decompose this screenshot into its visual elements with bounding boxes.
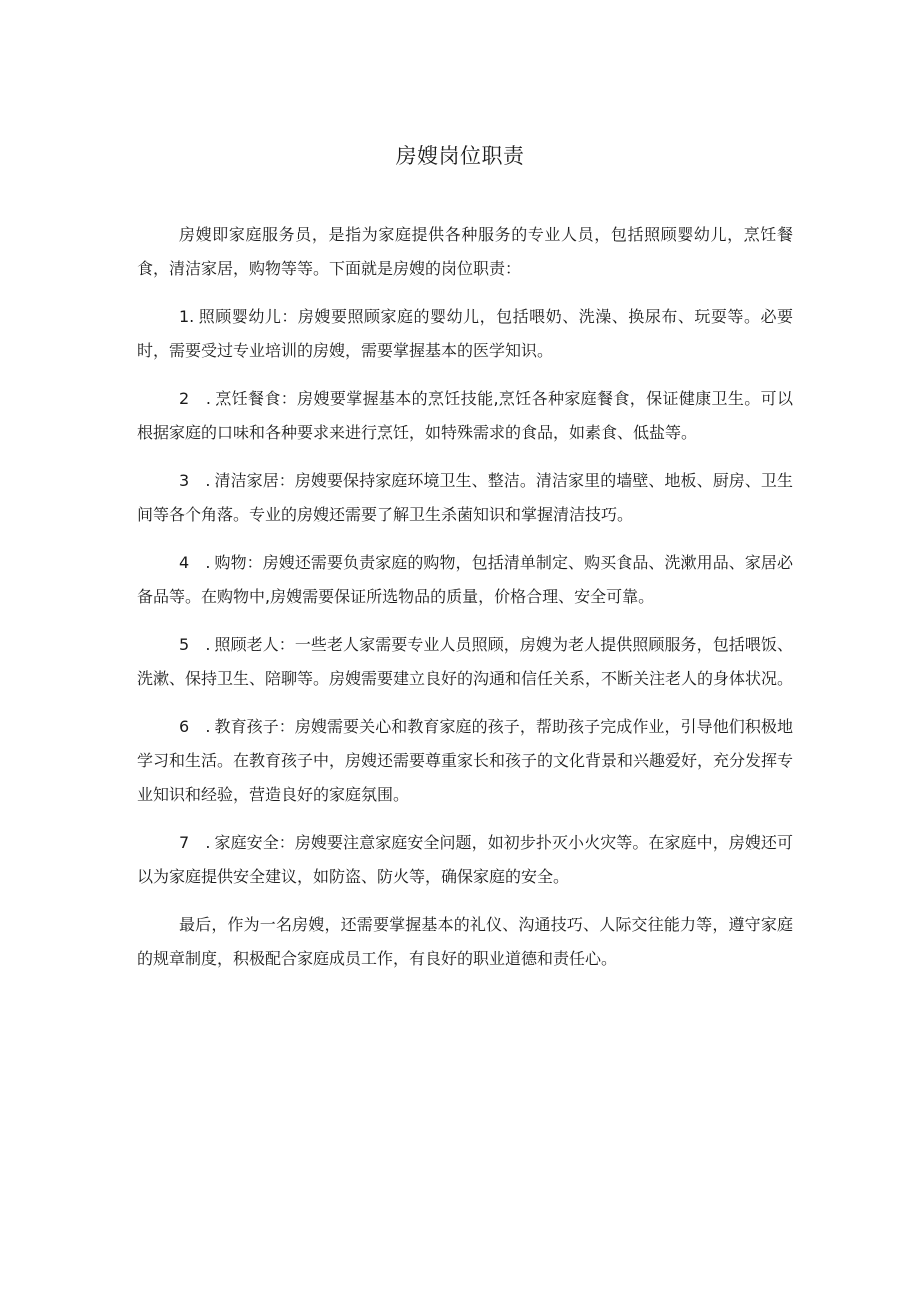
duty-item-7 — [137, 826, 793, 894]
duty-text: 照顾婴幼儿：房嫂要照顾家庭的婴幼儿，包括喂奶、洗澡、换尿布、玩耍等。必要时，需要受过专业培训的房嫂，需要掌握基本的医学知识。 — [137, 307, 793, 360]
duty-number: 6 . — [179, 717, 211, 736]
duty-text: 购物：房嫂还需要负责家庭的购物，包括清单制定、购买食品、洗漱用品、家居必备品等。在购物中,房嫂需要保证所选物品的质量，价格合理、安全可靠。 — [137, 553, 793, 606]
duty-text: 教育孩子：房嫂需要关心和教育家庭的孩子，帮助孩子完成作业，引导他们积极地学习和生活。在教育孩子中，房嫂还需要尊重家长和孩子的文化背景和兴趣爱好，充分发挥专业知识和经验，营造良好的家庭氛围。 — [137, 717, 794, 804]
duty-item-6 — [137, 710, 793, 812]
duty-item-2 — [137, 382, 793, 450]
document-body — [137, 218, 793, 990]
duty-number: 1. — [179, 307, 195, 326]
duty-item-4 — [137, 546, 793, 614]
duty-item-3 — [137, 464, 793, 532]
duty-text: 家庭安全：房嫂要注意家庭安全问题，如初步扑灭小火灾等。在家庭中，房嫂还可以为家庭提供安全建议，如防盗、防火等，确保家庭的安全。 — [137, 833, 793, 886]
duty-text: 照顾老人：一些老人家需要专业人员照顾，房嫂为老人提供照顾服务，包括喂饭、洗漱、保持卫生、陪聊等。房嫂需要建立良好的沟通和信任关系，不断关注老人的身体状况。 — [137, 635, 794, 688]
duty-text: 清洁家居：房嫂要保持家庭环境卫生、整洁。清洁家里的墙壁、地板、厨房、卫生间等各个角落。专业的房嫂还需要了解卫生杀菌知识和掌握清洁技巧。 — [137, 471, 793, 524]
duty-number: 5 . — [179, 635, 211, 654]
duty-text: 烹饪餐食：房嫂要掌握基本的烹饪技能,烹饪各种家庭餐食，保证健康卫生。可以根据家庭的口味和各种要求来进行烹饪，如特殊需求的食品，如素食、低盐等。 — [137, 389, 793, 442]
intro-paragraph: 房嫂即家庭服务员，是指为家庭提供各种服务的专业人员，包括照顾婴幼儿，烹饪餐食，清洁家居，购物等等。下面就是房嫂的岗位职责： — [137, 225, 793, 278]
duty-item-5 — [137, 628, 793, 696]
conclusion-paragraph: 最后，作为一名房嫂，还需要掌握基本的礼仪、沟通技巧、人际交往能力等，遵守家庭的规章制度，积极配合家庭成员工作，有良好的职业道德和责任心。 — [137, 915, 793, 968]
duty-number: 4 . — [179, 553, 211, 572]
duty-number: 3 . — [179, 471, 211, 490]
duty-number: 7 . — [179, 833, 211, 852]
duty-number: 2 . — [179, 389, 211, 408]
duty-item-1 — [137, 300, 793, 368]
document-title: 房嫂岗位职责 — [395, 144, 525, 168]
